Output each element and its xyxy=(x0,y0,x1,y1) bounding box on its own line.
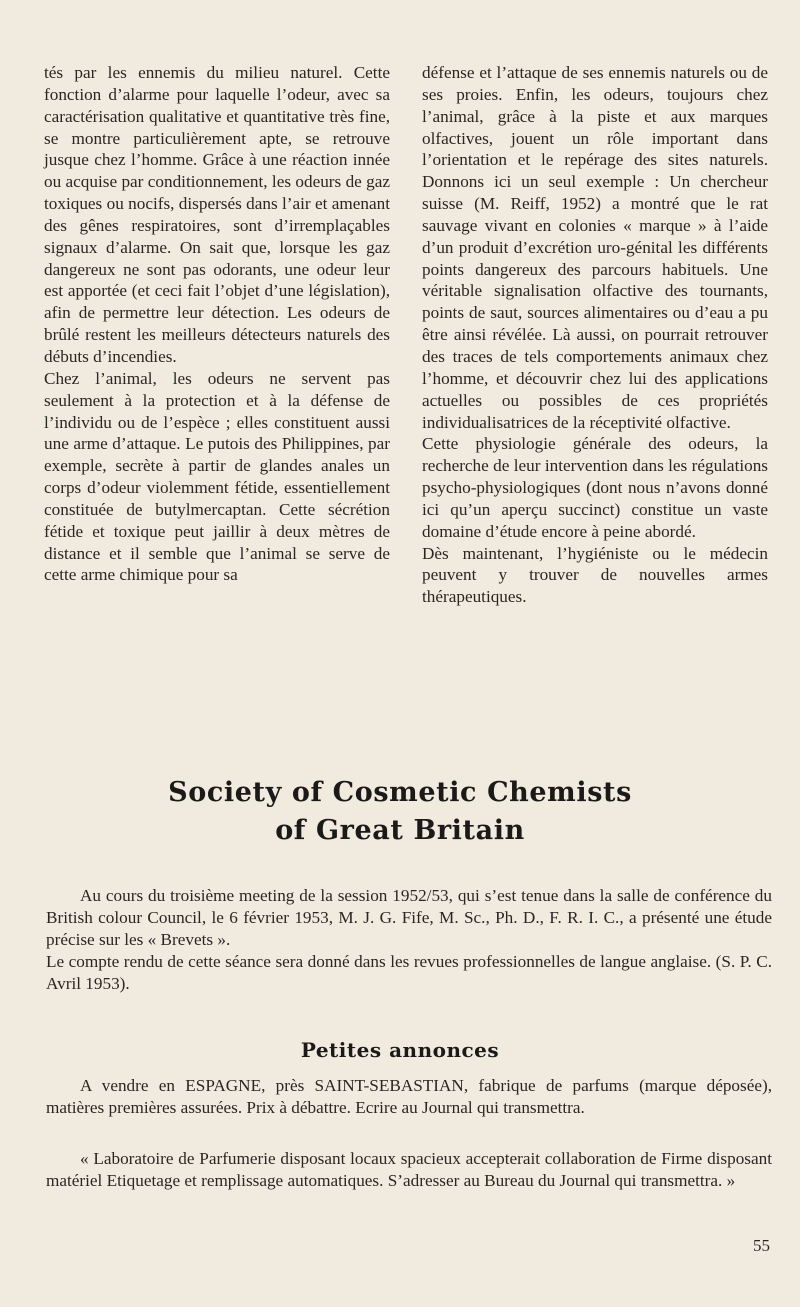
society-heading xyxy=(0,774,800,850)
right-paragraph-1: défense et l’attaque de ses ennemis naturels ou de ses proies. Enfin, les odeurs, toujours chez l’animal, grâce à la piste et aux marques olfactives, jouent un rôle important dans l’orientation et le repérage des sites naturels. Donnons ici un seul exemple : Un chercheur suisse (M. Reiff, 1952) a montré que le rat sauvage vivant en colonies « marque » à l’aide d’un produit d’excrétion uro-génital les différents points dangereux des parcours habituels. Une véritable signalisation olfactive des tournants, points de saut, sources alimentaires ou d’eau a pu être ainsi révélée. Là aussi, on pourrait retrouver des traces de tels comportements animaux chez l’homme, et découvrir chez lui des applications actuelles ou possibles de ces propriétés individualisatrices de la réceptivité olfactive. xyxy=(422,63,768,432)
society-paragraph-1: Au cours du troisième meeting de la session 1952/53, qui s’est tenue dans la salle de conférence du British colour Council, le 6 février 1953, M. J. G. Fife, M. Sc., Ph. D., F. R. I. C., a présenté une étude précise sur les « Brevets ». xyxy=(46,886,772,949)
left-paragraph-2: Chez l’animal, les odeurs ne servent pas seulement à la protection et à la défense de l’individu ou de l’espèce ; elles constituent aussi une arme d’attaque. Le putois des Philippines, par exemple, secrète à partir de glandes anales un corps d’odeur violemment fétide, essentiellement constituée de butylmercaptan. Cette sécrétion fétide et toxique peut jaillir à deux mètres de distance et il semble que l’animal se serve de cette arme chimique pour sa xyxy=(44,368,390,585)
annonce-1: A vendre en ESPAGNE, près SAINT-SEBASTIAN, fabrique de parfums (marque déposée), matières premières assurées. Prix à débattre. Ecrire au Journal qui transmettra. xyxy=(46,1076,772,1117)
left-column xyxy=(44,62,390,608)
annonces-title: Petites annonces xyxy=(300,1038,500,1062)
society-title-line-1: Society of Cosmetic Chemists xyxy=(168,777,632,808)
society-paragraph-2: Le compte rendu de cette séance sera donné dans les revues professionnelles de langue anglaise. (S. P. C. Avril 1953). xyxy=(46,952,772,993)
society-title-line-2: of Great Britain xyxy=(275,815,525,846)
left-paragraph-1: tés par les ennemis du milieu naturel. Cette fonction d’alarme pour laquelle l’odeur, avec sa caractérisation qualitative et quantitative très fine, se montre particulièrement apte, se retrouve jusque chez l’homme. Grâce à une réaction innée ou acquise par conditionnement, les odeurs de gaz toxiques ou nocifs, dispersés dans l’air et amenant des gênes respiratoires, sont d’irremplaçables signaux d’alarme. On sait que, lorsque les gaz dangereux ne sont pas odorants, une odeur leur est apportée (et ceci fait l’objet d’une législation), afin de permettre leur détection. Les odeurs de brûlé restent les meilleurs détecteurs naturels des débuts d’incendies. xyxy=(44,63,390,366)
article-columns xyxy=(44,62,768,608)
annonce-2: « Laboratoire de Parfumerie disposant locaux spacieux accepterait collaboration de Firme disposant matériel Etiquetage et remplissage automatiques. S’adresser au Bureau du Journal qui transmettra. » xyxy=(46,1149,772,1190)
right-column xyxy=(422,62,768,608)
right-paragraph-3: Dès maintenant, l’hygiéniste ou le médecin peuvent y trouver de nouvelles armes thérapeutiques. xyxy=(422,543,768,607)
right-paragraph-2: Cette physiologie générale des odeurs, la recherche de leur intervention dans les régulations psycho-physiologiques (dont nous n’avons donné ici qu’un aperçu succinct) constitue un vaste domaine d’étude encore à peine abordé. xyxy=(422,434,768,541)
page-number: 55 xyxy=(753,1236,770,1255)
annonces-heading xyxy=(0,1036,800,1064)
